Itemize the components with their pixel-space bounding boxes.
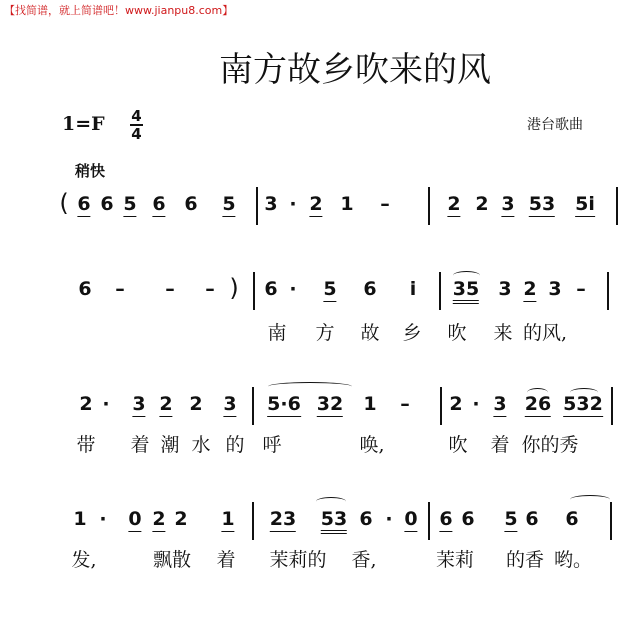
note: · [289,278,297,300]
note: 2 [447,193,461,215]
lyric: 茉莉的 [269,549,327,571]
bar-line [252,387,254,425]
lyric: 着 [490,434,510,456]
slur [316,497,346,506]
note: 5·6 [267,393,301,415]
bar-line [616,187,618,225]
note: 35 [453,278,479,304]
lyric: 带 [76,434,96,456]
note: 3 [493,393,507,415]
note: 6 [100,193,114,215]
note: 2 [189,393,203,415]
lyric: 乡 [402,322,422,344]
note: 32 [316,393,344,415]
slur [570,388,598,397]
bar-line [439,272,441,310]
bar-line [607,272,609,310]
note: · [289,193,297,215]
note: – [380,193,390,215]
note: 1 [363,393,377,415]
lyric: 的香 [505,549,545,571]
note: 3 [223,393,237,415]
note: 3 [264,193,278,215]
lyric: 哟。 [553,549,593,571]
note: 6 [439,508,453,530]
lyric: 着 [216,549,236,571]
lyric: 潮 [160,434,180,456]
note: 532 [563,393,603,415]
lyric: 吹 [448,434,468,456]
note: – [205,278,215,300]
note: 2 [309,193,323,215]
lyric: 着 [130,434,150,456]
note: 5 [123,193,137,215]
note: 2 [449,393,463,415]
note: 53 [321,508,347,534]
lyric: 茉莉 [435,549,475,571]
lyric: 方 [315,322,335,344]
composer-credit: 港台歌曲 [527,117,583,133]
note: 5 [504,508,518,530]
bar-line [610,502,612,540]
lyric: 飘散 [152,549,192,571]
note: 6 [461,508,475,530]
site-banner: 【找简谱，就上简谱吧！www.jianpu8.com】 [4,4,234,17]
note: 6 [77,193,91,215]
lyric: 故 [360,322,380,344]
bar-line [428,502,430,540]
note: 6 [152,193,166,215]
time-signature [130,108,143,142]
slur [268,382,352,391]
note: – [165,278,175,300]
note: 3 [498,278,512,300]
note: 6 [525,508,539,530]
lyric: 呼 [262,434,282,456]
note: – [400,393,410,415]
lyric: 水 [191,434,211,456]
key-signature: 1=F [62,113,105,135]
note: 3 [548,278,562,300]
note: · [385,508,393,530]
lyric: 吹 [447,322,467,344]
note: 2 [159,393,173,415]
time-sig-bottom: 4 [131,124,142,143]
tempo-marking: 稍快 [75,162,106,180]
bar-line [253,272,255,310]
song-title: 南方故乡吹来的风 [219,50,491,90]
bracket: ) [229,274,239,302]
note: 6 [184,193,198,215]
slur [527,388,548,397]
note: 6 [359,508,373,530]
note: 0 [404,508,418,530]
bar-line [256,187,258,225]
note: 6 [363,278,377,300]
note: 1 [73,508,87,530]
note: 1 [221,508,235,530]
note: 23 [269,508,297,530]
bracket: ( [59,189,69,217]
note: 2 [475,193,489,215]
lyric: 唤, [359,434,385,456]
lyric: 香, [351,549,377,571]
bar-line [440,387,442,425]
bar-line [252,502,254,540]
note: 1 [340,193,354,215]
time-sig-top: 4 [131,107,142,125]
lyric: 发, [71,549,97,571]
bar-line [611,387,613,425]
note: 26 [524,393,552,415]
note: 6 [78,278,92,300]
lyric: 的风, [522,322,568,344]
lyric: 来 [493,322,513,344]
note: 6 [565,508,579,530]
note: 3 [501,193,515,215]
lyric: 南 [267,322,287,344]
note: 5 [222,193,236,215]
note: 6 [264,278,278,300]
note: – [115,278,125,300]
note: 5 [323,278,337,300]
bar-line [428,187,430,225]
note: 3 [132,393,146,415]
lyric: 的 [225,434,245,456]
note: 2 [174,508,188,530]
lyric: 你的秀 [521,434,579,456]
slur [570,495,610,504]
note: – [576,278,586,300]
note: 2 [152,508,166,530]
note: i [409,278,417,300]
note: · [102,393,110,415]
note: 5i [575,193,595,215]
note: 2 [79,393,93,415]
note: 0 [128,508,142,530]
slur [453,271,480,280]
note: · [99,508,107,530]
note: · [472,393,480,415]
note: 53 [528,193,556,215]
note: 2 [523,278,537,300]
